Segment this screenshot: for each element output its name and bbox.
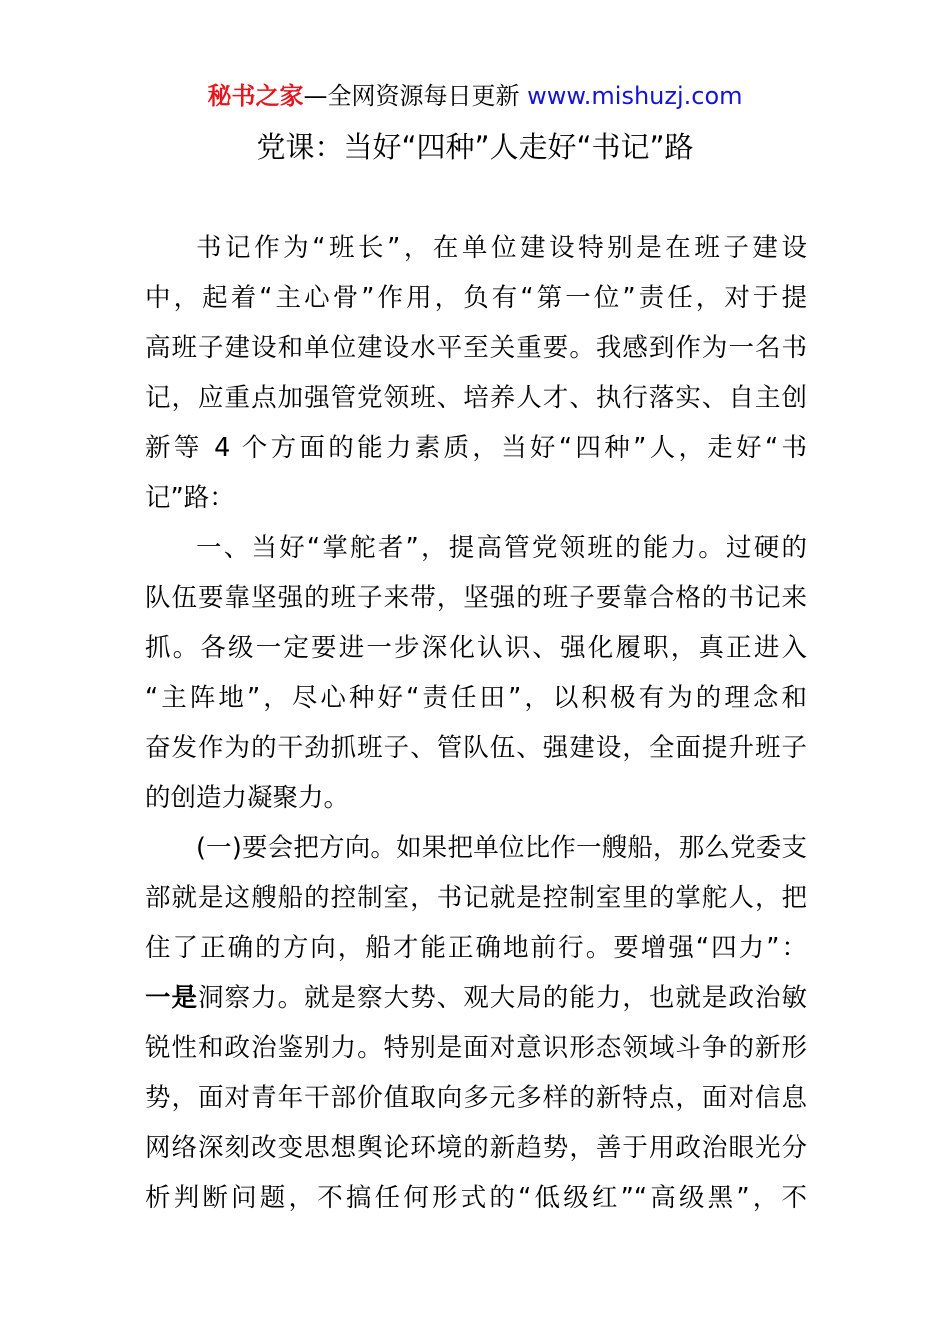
paragraph-line: 书记作为“班长”，在单位建设特别是在班子建设 (196, 233, 807, 263)
point-lead: 一是 (145, 983, 199, 1013)
paragraph-line (145, 973, 807, 1023)
site-header (0, 80, 950, 112)
point-text: 洞察力。就是察大势、观大局的能力，也就是政治敏 (198, 983, 807, 1013)
paragraph-line: 的创造力凝聚力。 (145, 783, 350, 813)
document-body (145, 223, 807, 1223)
paragraph-line: 部就是这艘船的控制室，书记就是控制室里的掌舵人，把 (145, 883, 807, 913)
section-heading-line: 一、当好“掌舵者”，提高管党领班的能力。过硬的 (196, 533, 807, 563)
paragraph-line: 住了正确的方向，船才能正确地前行。要增强“四力”： (145, 933, 807, 963)
paragraph-line: 队伍要靠坚强的班子来带，坚强的班子要靠合格的书记来 (145, 583, 807, 613)
paragraph-line: 锐性和政治鉴别力。特别是面对意识形态领域斗争的新形 (145, 1033, 807, 1063)
paragraph-line: 析判断问题，不搞任何形式的“低级红”“高级黑”，不 (145, 1183, 807, 1213)
paragraph-line: 势，面对青年干部价值取向多元多样的新特点，面对信息 (145, 1083, 807, 1113)
paragraph-line: “主阵地”，尽心种好“责任田”，以积极有为的理念和 (145, 683, 807, 713)
brand-name: 秘书之家 (207, 82, 304, 110)
paragraph-line: 网络深刻改变思想舆论环境的新趋势，善于用政治眼光分 (145, 1133, 807, 1163)
paragraph-line: 抓。各级一定要进一步深化认识、强化履职，真正进入 (145, 633, 807, 663)
paragraph-line: 记”路： (145, 483, 235, 513)
header-tagline: —全网资源每日更新 (303, 82, 528, 110)
site-url-link[interactable]: www.mishuzj.com (527, 82, 743, 110)
paragraph-line: 奋发作为的干劲抓班子、管队伍、强建设，全面提升班子 (145, 733, 807, 763)
paragraph-line: 新等 4 个方面的能力素质，当好“四种”人，走好“书 (145, 433, 807, 463)
paragraph-line: 记，应重点加强管党领班、培养人才、执行落实、自主创 (145, 383, 807, 413)
document-title: 党课：当好“四种”人走好“书记”路 (256, 130, 694, 164)
paragraph-line: 高班子建设和单位建设水平至关重要。我感到作为一名书 (145, 333, 807, 363)
paragraph-line: 中，起着“主心骨”作用，负有“第一位”责任，对于提 (145, 283, 807, 313)
subsection-line: (一)要会把方向。如果把单位比作一艘船，那么党委支 (196, 833, 807, 863)
